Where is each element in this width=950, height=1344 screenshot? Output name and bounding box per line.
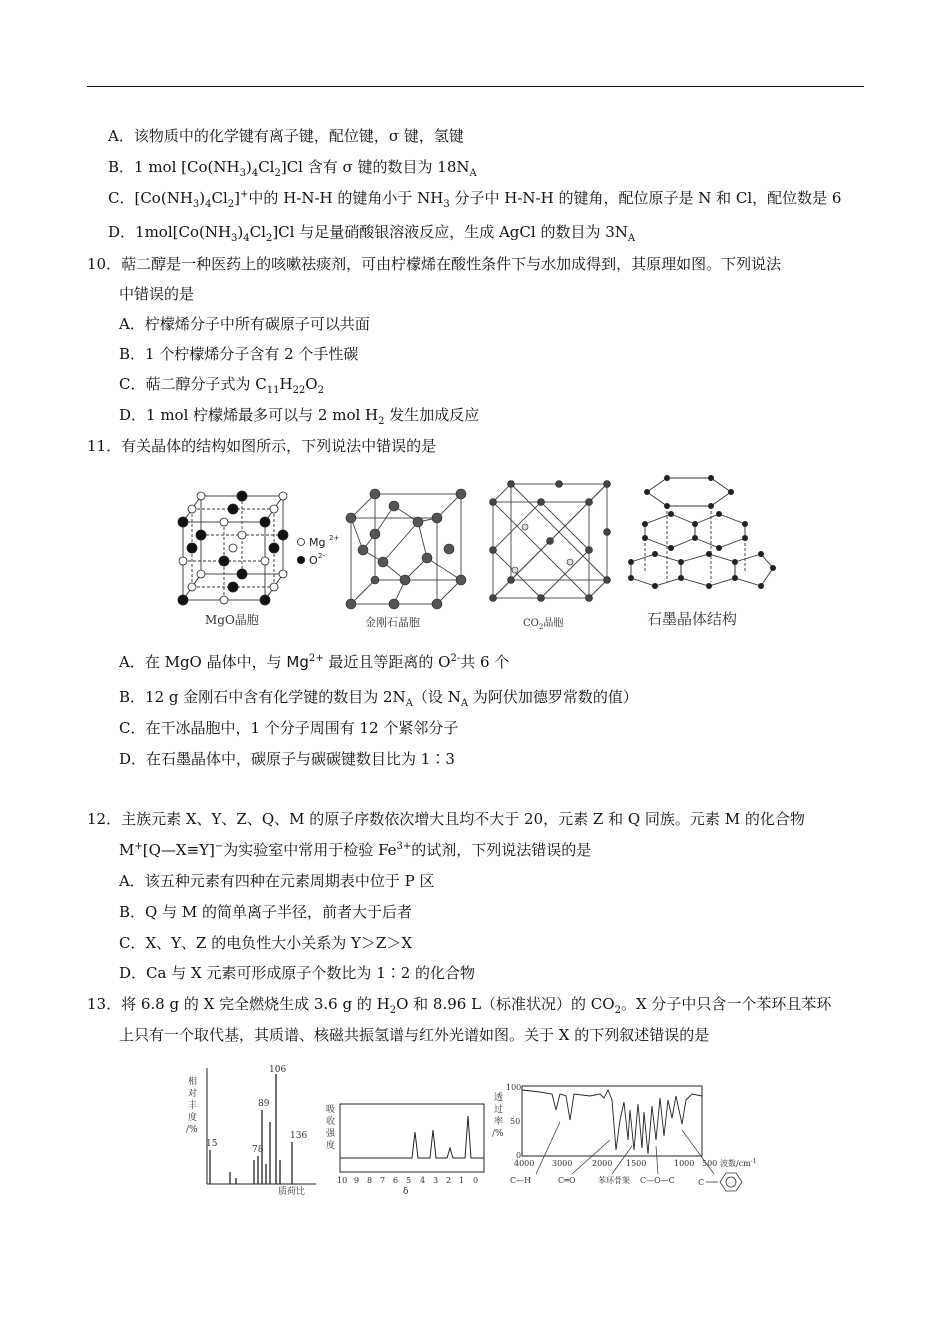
ms-peak-label: 136 bbox=[290, 1131, 308, 1141]
q9-option-c: C．$[Co(NH_3)_4Cl_2]^+$中的 H-N-H 的键角小于 $NH_3$ 分子中 H-N-H 的键角，配位原子是 N 和 Cl，配位数是 6 bbox=[108, 189, 842, 210]
svg-text:5: 5 bbox=[406, 1176, 412, 1185]
svg-text:丰: 丰 bbox=[188, 1101, 198, 1111]
ir-spectrum bbox=[492, 1083, 757, 1191]
svg-text:0: 0 bbox=[516, 1151, 522, 1160]
o-legend-label: O bbox=[309, 554, 318, 567]
spectra-figure bbox=[180, 1060, 770, 1200]
mgo-caption: MgO晶胞 bbox=[205, 613, 259, 627]
q12-stem-line2: M+[Q—X≡Y]−为实验室中常用于检验 $Fe^{3+}$的试剂，下列说法错误的是 bbox=[119, 841, 592, 859]
svg-text:2+: 2+ bbox=[329, 534, 340, 542]
svg-text:1500: 1500 bbox=[626, 1159, 647, 1168]
svg-text:吸: 吸 bbox=[326, 1105, 336, 1115]
ms-peak-label: 89 bbox=[258, 1099, 270, 1109]
diamond-caption: 金刚石晶胞 bbox=[365, 616, 420, 629]
benzene-ring-icon bbox=[706, 1173, 742, 1191]
svg-text:C—O—C: C—O—C bbox=[640, 1176, 675, 1185]
co2-caption: $CO_2$晶胞 bbox=[523, 618, 564, 631]
q10-stem-line1: 10．萜二醇是一种医药上的咳嗽祛痰剂，可由柠檬烯在酸性条件下与水加成得到，其原理如图。下列说法 bbox=[87, 255, 782, 273]
svg-text:4: 4 bbox=[420, 1176, 426, 1185]
svg-text:2: 2 bbox=[446, 1176, 452, 1185]
svg-text:500: 500 bbox=[702, 1159, 718, 1168]
svg-text:3000: 3000 bbox=[552, 1159, 573, 1168]
mgo-ions bbox=[178, 491, 288, 605]
ms-peak-label: 15 bbox=[206, 1139, 218, 1149]
svg-text:1: 1 bbox=[459, 1176, 465, 1185]
q12-option-b: B．Q 与 M 的简单离子半径，前者大于后者 bbox=[119, 903, 412, 921]
svg-text:6: 6 bbox=[393, 1176, 399, 1185]
q12-option-c: C．X、Y、Z 的电负性大小关系为 Y＞Z＞X bbox=[119, 934, 413, 952]
nmr-ticks bbox=[337, 1176, 478, 1185]
svg-text:率: 率 bbox=[494, 1117, 504, 1127]
svg-text:/%: /% bbox=[492, 1129, 504, 1139]
q12-option-d: D．Ca 与 X 元素可形成原子个数比为 1∶2 的化合物 bbox=[119, 964, 476, 982]
q9-option-d: D．$1mol[Co(NH_3)_4Cl_2]Cl$ 与足量硝酸银溶液反应，生成 AgCl 的数目为 $3N_A$ bbox=[108, 223, 636, 244]
svg-text:9: 9 bbox=[354, 1176, 360, 1185]
svg-text:2-: 2- bbox=[318, 552, 325, 560]
svg-text:1000: 1000 bbox=[674, 1159, 695, 1168]
q11-option-d: D．在石墨晶体中，碳原子与碳碳键数目比为 1∶3 bbox=[119, 750, 455, 768]
svg-text:度: 度 bbox=[326, 1141, 336, 1151]
graphite-layers bbox=[631, 478, 773, 586]
svg-text:C: C bbox=[698, 1178, 705, 1187]
ms-peak-label: 106 bbox=[269, 1065, 287, 1075]
q11-option-b: B．12 g 金刚石中含有化学键的数目为 $2N_A$（设 $N_A$ 为阿伏加德罗常数的值） bbox=[119, 688, 638, 709]
mass-spectrum bbox=[186, 1065, 316, 1197]
ms-peak-label: 78 bbox=[252, 1145, 264, 1155]
svg-text:100: 100 bbox=[506, 1083, 522, 1092]
svg-text:0: 0 bbox=[473, 1176, 479, 1185]
q11-option-a: A．在 MgO 晶体中，与 $Mg^{2+}$ 最近且等距离的 $O^{2-}$共 6 个 bbox=[119, 653, 510, 671]
svg-text:过: 过 bbox=[494, 1105, 504, 1115]
svg-text:波数/cm-1: 波数$/cm^{-1}$ bbox=[720, 1158, 757, 1168]
q13-stem-line1: 13．将 6.8 g 的 X 完全燃烧生成 3.6 g 的 $H_2O$ 和 8.96 L（标准状况）的 $CO_2$。X 分子中只含一个苯环且苯环 bbox=[87, 995, 832, 1016]
svg-text:2000: 2000 bbox=[592, 1159, 613, 1168]
q10-stem-line2: 中错误的是 bbox=[119, 285, 195, 303]
svg-text:对: 对 bbox=[188, 1089, 198, 1099]
q10-option-a: A．柠檬烯分子中所有碳原子可以共面 bbox=[119, 315, 370, 333]
graphite-atoms bbox=[628, 475, 776, 589]
q10-option-b: B．1 个柠檬烯分子含有 2 个手性碳 bbox=[119, 345, 359, 363]
q10-option-c: C．萜二醇分子式为 $C_{11}H_{22}O_2$ bbox=[119, 375, 324, 396]
svg-text:强: 强 bbox=[326, 1129, 336, 1139]
nmr-spectrum bbox=[326, 1104, 484, 1197]
header-rule bbox=[87, 86, 864, 87]
svg-text:相: 相 bbox=[188, 1077, 198, 1087]
graphite-caption: 石墨晶体结构 bbox=[647, 610, 738, 628]
q12-stem-line1: 12．主族元素 X、Y、Z、Q、M 的原子序数依次增大且均不大于 20，元素 Z 和 Q 同族。元素 M 的化合物 bbox=[87, 810, 805, 828]
svg-text:10: 10 bbox=[337, 1176, 348, 1185]
svg-text:C—H: C—H bbox=[510, 1176, 532, 1185]
svg-text:δ: δ bbox=[403, 1187, 409, 1197]
svg-text:7: 7 bbox=[380, 1176, 386, 1185]
q11-option-c: C．在干冰晶胞中，1 个分子周围有 12 个紧邻分子 bbox=[119, 719, 459, 737]
crystal-structures-figure bbox=[175, 462, 785, 634]
svg-text:度: 度 bbox=[188, 1113, 198, 1123]
svg-text:收: 收 bbox=[326, 1117, 336, 1127]
q10-option-d: D．1 mol 柠檬烯最多可以与 2 mol $H_2$ 发生加成反应 bbox=[119, 406, 480, 427]
svg-text:透: 透 bbox=[494, 1093, 504, 1103]
svg-text:C═O: C═O bbox=[558, 1176, 576, 1185]
svg-text:/%: /% bbox=[186, 1125, 198, 1135]
svg-text:质荷比: 质荷比 bbox=[278, 1187, 306, 1197]
svg-text:苯环骨架: 苯环骨架 bbox=[598, 1176, 630, 1185]
mg-legend-label: Mg bbox=[309, 536, 326, 549]
svg-text:50: 50 bbox=[510, 1117, 521, 1126]
q11-stem: 11．有关晶体的结构如图所示，下列说法中错误的是 bbox=[87, 437, 437, 455]
ms-peaks bbox=[210, 1074, 292, 1184]
svg-text:3: 3 bbox=[433, 1176, 439, 1185]
q13-stem-line2: 上只有一个取代基，其质谱、核磁共振氢谱与红外光谱如图。关于 X 的下列叙述错误的是 bbox=[119, 1026, 710, 1044]
svg-text:8: 8 bbox=[367, 1176, 373, 1185]
q9-option-b: B．1 mol $[Co(NH_3)_4Cl_2]Cl$ 含有 σ 键的数目为 $18N_A$ bbox=[108, 158, 477, 179]
q12-option-a: A．该五种元素有四种在元素周期表中位于 P 区 bbox=[119, 872, 435, 890]
q9-option-a: A．该物质中的化学键有离子键，配位键，σ 键，氢键 bbox=[108, 127, 464, 145]
svg-text:4000: 4000 bbox=[514, 1159, 535, 1168]
